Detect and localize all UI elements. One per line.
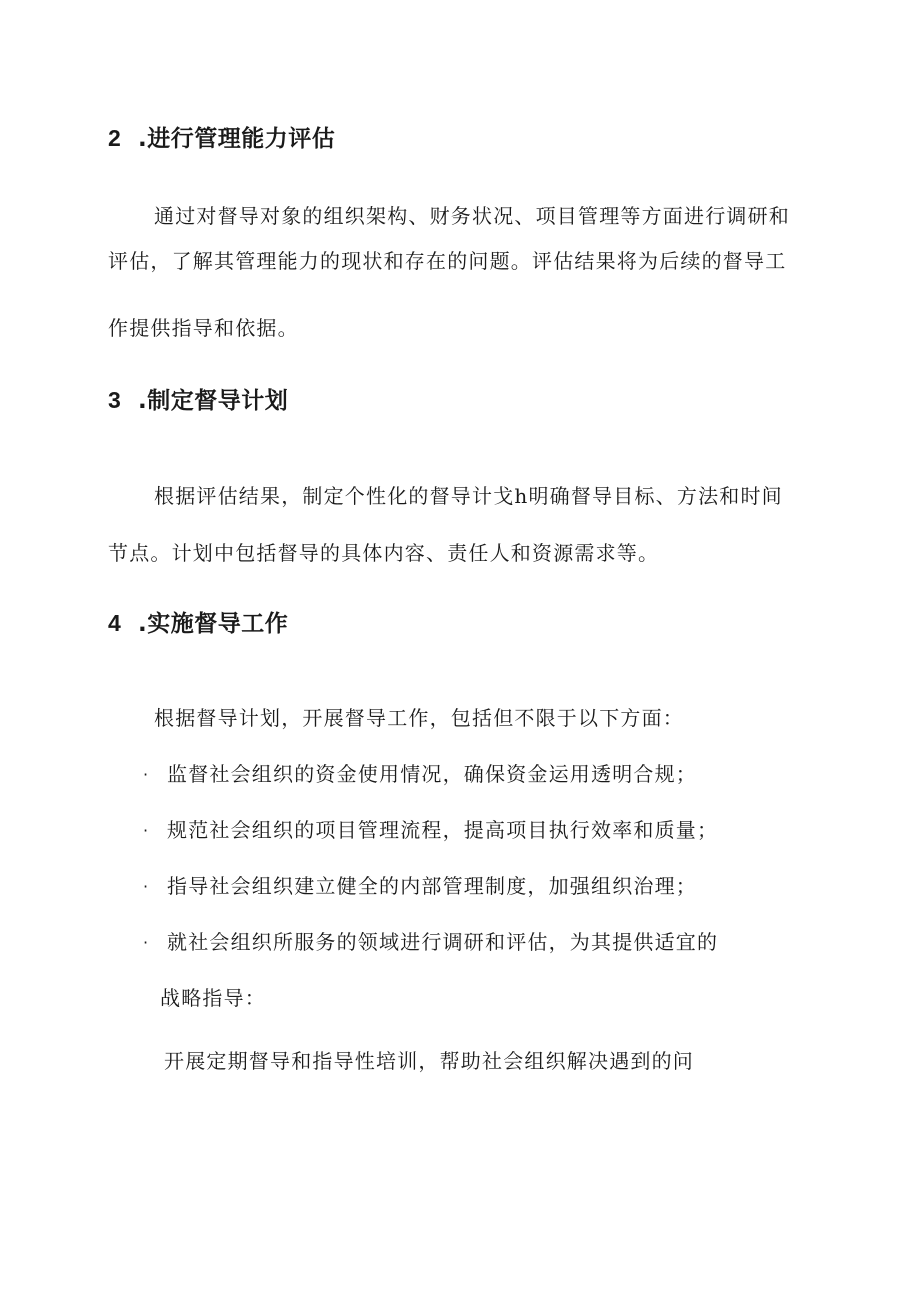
paragraph-line: 节点。计划中包括督导的具体内容、责任人和资源需求等。 xyxy=(108,541,660,565)
bullet-item: 监督社会组织的资金使用情况，确保资金运用透明合规； xyxy=(167,762,697,786)
trailing-line: 开展定期督导和指导性培训，帮助社会组织解决遇到的问 xyxy=(164,1049,694,1073)
paragraph-line: 通过对督导对象的组织架构、财务状况、项目管理等方面进行调研和 xyxy=(154,204,790,228)
intro-line: 根据督导计划，开展督导工作，包括但不限于以下方面： xyxy=(154,706,684,730)
paragraph-line: 根据评估结果，制定个性化的督导计戈h明确督导目标、方法和时间 xyxy=(154,484,783,508)
bullet-dot: · xyxy=(143,877,149,896)
paragraph-line: 评估，了解其管理能力的现状和存在的问题。评估结果将为后续的督导工 xyxy=(108,249,787,273)
section-heading-4 xyxy=(108,607,288,640)
section-number: 3 xyxy=(108,387,122,413)
bullet-dot: · xyxy=(143,821,149,840)
section-number: 2 xyxy=(108,125,122,151)
bullet-item: 规范社会组织的项目管理流程，提高项目执行效率和质量； xyxy=(167,818,719,842)
section-number: 4 xyxy=(108,610,122,636)
section-title: .制定督导计划 xyxy=(138,388,289,414)
bullet-continuation: 战略指导： xyxy=(160,986,266,1010)
section-heading-3 xyxy=(108,384,288,417)
bullet-item: 就社会组织所服务的领域进行调研和评估，为其提供适宜的 xyxy=(167,930,719,954)
paragraph-line: 作提供指导和依据。 xyxy=(108,316,299,340)
section-title: .实施督导工作 xyxy=(138,611,289,637)
section-title: .进行管理能力评估 xyxy=(138,126,336,152)
bullet-dot: · xyxy=(143,933,149,952)
section-heading-2 xyxy=(108,122,335,155)
bullet-dot: · xyxy=(143,765,149,784)
bullet-item: 指导社会组织建立健全的内部管理制度，加强组织治理； xyxy=(167,874,697,898)
